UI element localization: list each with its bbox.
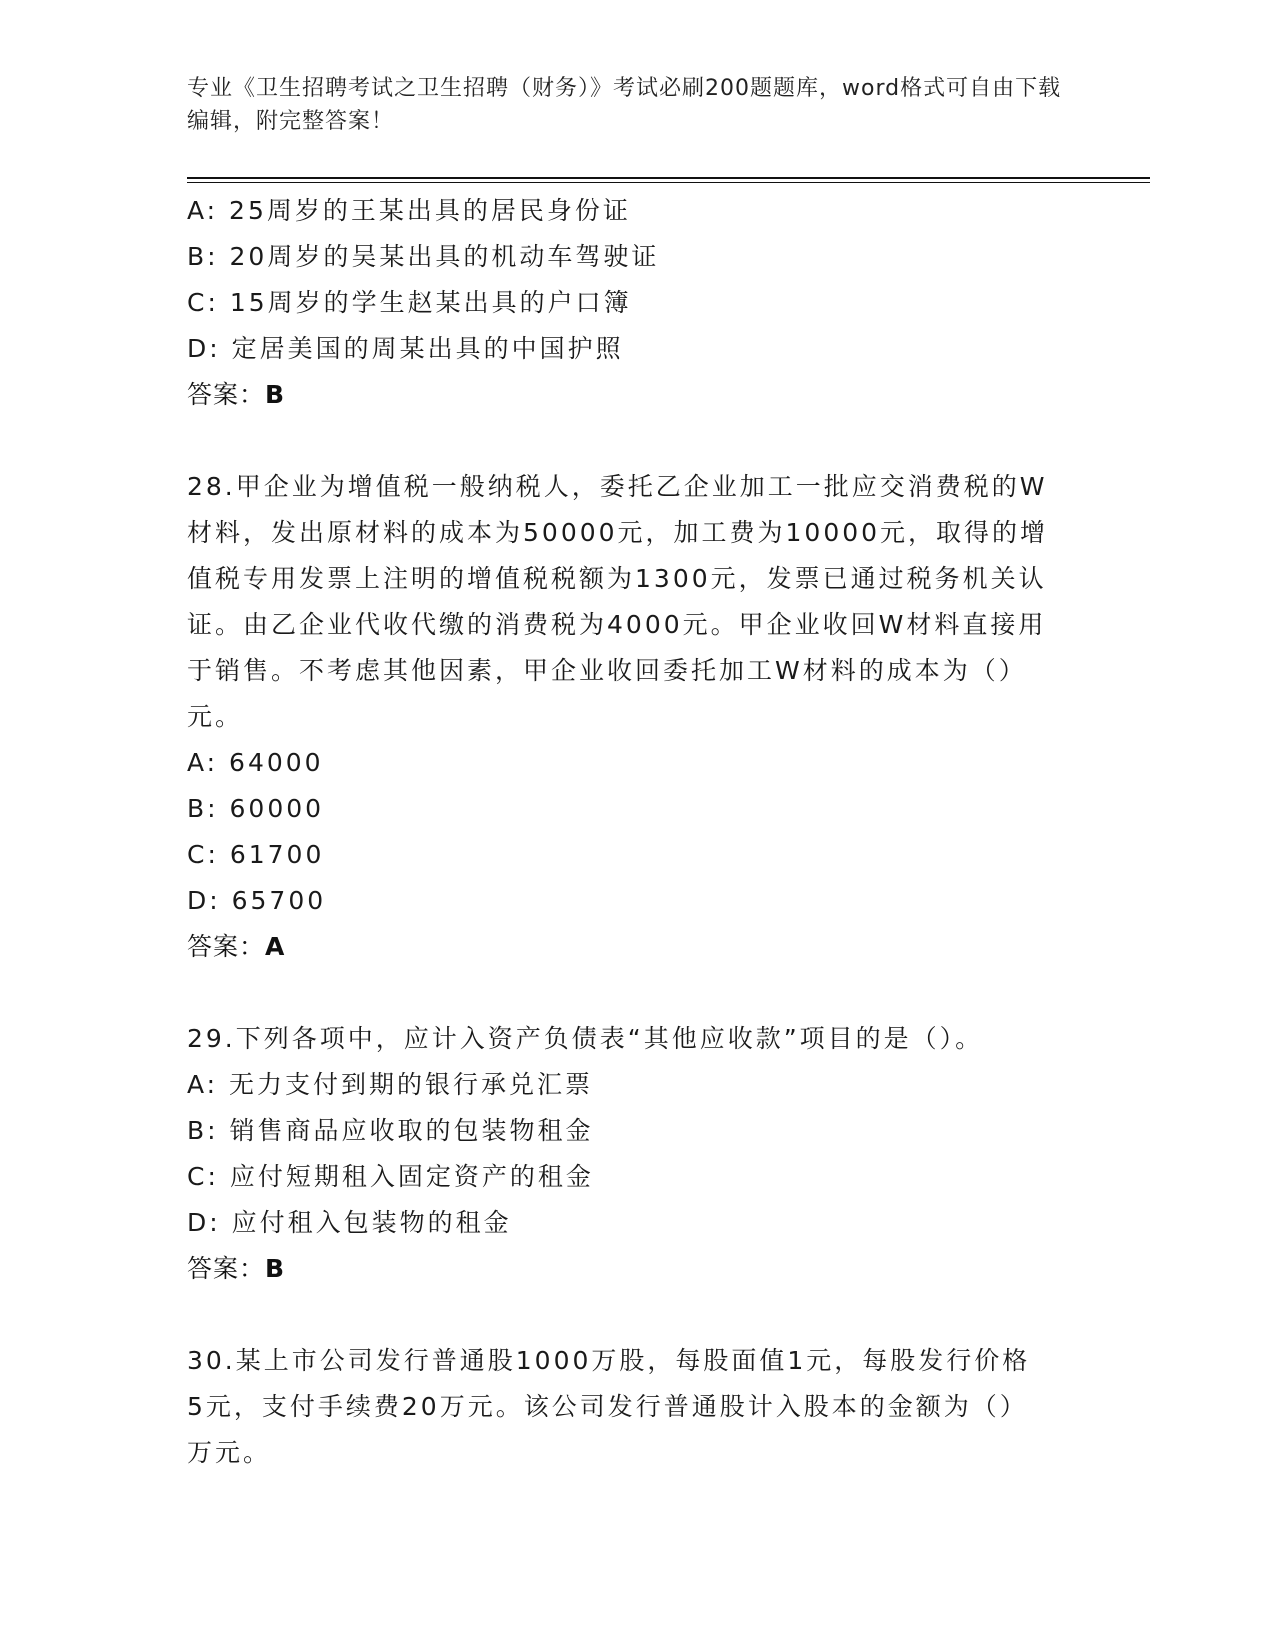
document-header (187, 72, 1067, 138)
question-stem-line: 万元。 (187, 1438, 272, 1467)
answer-label: 答案： (187, 932, 266, 961)
option-b: B: 20周岁的吴某出具的机动车驾驶证 (187, 242, 660, 271)
question-27 (187, 188, 1077, 418)
answer-value: B (265, 380, 286, 409)
option-d: D: 定居美国的周某出具的中国护照 (187, 334, 624, 363)
answer-value: B (265, 1254, 286, 1283)
spacer (187, 970, 1077, 1016)
question-stem-line: 证。由乙企业代收代缴的消费税为4000元。甲企业收回W材料直接用 (187, 610, 1047, 639)
spacer (187, 1292, 1077, 1338)
question-stem-line: 材料，发出原材料的成本为50000元，加工费为10000元，取得的增 (187, 518, 1049, 547)
answer-label: 答案： (187, 380, 266, 409)
question-stem-line: 28.甲企业为增值税一般纳税人，委托乙企业加工一批应交消费税的W (187, 472, 1048, 501)
answer-line (187, 924, 1077, 970)
option-c: C: 应付短期租入固定资产的租金 (187, 1162, 594, 1191)
spacer (187, 418, 1077, 464)
header-divider-thick (187, 177, 1150, 179)
header-divider-thin (187, 182, 1150, 183)
question-stem-line: 于销售。不考虑其他因素，甲企业收回委托加工W材料的成本为（） (187, 656, 1027, 685)
answer-line (187, 372, 1077, 418)
option-b: B: 60000 (187, 794, 325, 823)
answer-value: A (265, 932, 286, 961)
answer-label: 答案： (187, 1254, 266, 1283)
option-d: D: 65700 (187, 886, 327, 915)
option-c: C: 61700 (187, 840, 325, 869)
option-a: A: 64000 (187, 748, 324, 777)
question-stem-line: 元。 (187, 702, 244, 731)
question-28 (187, 464, 1077, 970)
header-title: 专业《卫生招聘考试之卫生招聘（财务）》考试必刷200题题库，word格式可自由下载编辑，附完整答案！ (187, 76, 1062, 134)
option-c: C: 15周岁的学生赵某出具的户口簿 (187, 288, 632, 317)
option-a: A: 25周岁的王某出具的居民身份证 (187, 196, 631, 225)
question-stem-line: 29.下列各项中，应计入资产负债表“其他应收款”项目的是（）。 (187, 1024, 984, 1053)
answer-line (187, 1246, 1077, 1292)
question-list (187, 188, 1077, 1476)
question-29 (187, 1016, 1077, 1292)
option-d: D: 应付租入包装物的租金 (187, 1208, 512, 1237)
question-stem-line: 值税专用发票上注明的增值税税额为1300元，发票已通过税务机关认 (187, 564, 1047, 593)
question-30 (187, 1338, 1077, 1476)
question-stem-line: 5元，支付手续费20万元。该公司发行普通股计入股本的金额为（） (187, 1392, 1028, 1421)
question-stem-line: 30.某上市公司发行普通股1000万股，每股面值1元，每股发行价格 (187, 1346, 1031, 1375)
option-b: B: 销售商品应收取的包装物租金 (187, 1116, 594, 1145)
option-a: A: 无力支付到期的银行承兑汇票 (187, 1070, 594, 1099)
